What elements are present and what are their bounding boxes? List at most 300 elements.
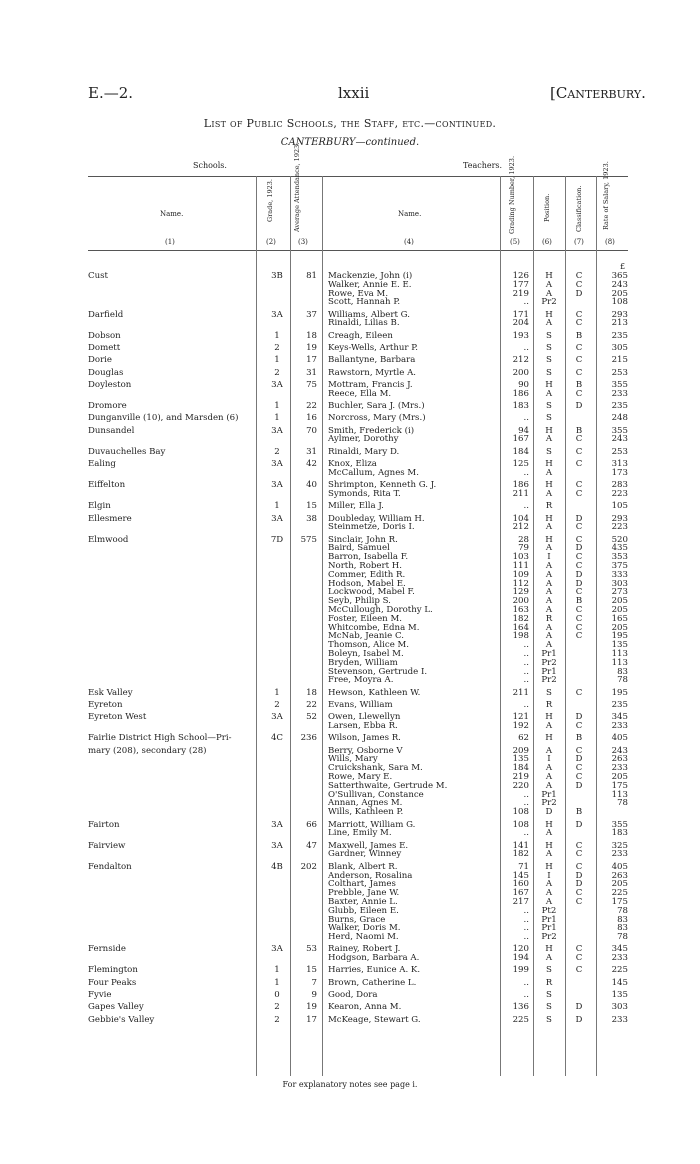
- cell-grade: 1: [274, 501, 280, 512]
- cell-name: Sinclair, John R.: [328, 534, 398, 545]
- cell-avg: 575: [300, 534, 317, 545]
- cell-grading: 79: [518, 543, 529, 554]
- cell-grade: 2: [274, 699, 280, 710]
- cell-position: A: [545, 288, 553, 299]
- cell-rate: 83: [617, 923, 628, 934]
- table-row: [0, 390, 700, 399]
- cell-grade: 2: [274, 1002, 280, 1013]
- cell-grading: 103: [512, 552, 529, 563]
- cell-position: S: [546, 1002, 552, 1013]
- cell-class: C: [575, 522, 583, 533]
- cell-class: C: [575, 388, 583, 399]
- cell-class: D: [575, 870, 583, 881]
- cell-name: Knox, Eliza: [328, 459, 377, 470]
- cell-rate: 233: [611, 1014, 628, 1025]
- cell-school: Ealing: [88, 459, 116, 470]
- cell-name: Larsen, Ebba R.: [328, 721, 398, 732]
- cell-grading: ..: [523, 905, 529, 916]
- cell-grading: 198: [512, 631, 529, 642]
- cell-name: Blank, Albert R.: [328, 861, 398, 872]
- table-row: [0, 298, 700, 307]
- cell-name: North, Robert H.: [328, 561, 403, 572]
- cell-avg: 38: [306, 513, 317, 524]
- cell-rate: 105: [611, 501, 628, 512]
- cell-name: Aylmer, Dorothy: [328, 434, 399, 445]
- cell-name: Owen, Llewellyn: [328, 712, 401, 723]
- cell-rate: 293: [611, 513, 628, 524]
- cell-name: Rowe, Mary E.: [328, 772, 393, 783]
- cell-rate: 135: [611, 990, 628, 1001]
- cell-avg: 202: [300, 861, 317, 872]
- cell-grade: 2: [274, 446, 280, 457]
- cell-rate: 273: [611, 587, 628, 598]
- col-header-grade: Grade, 1923.: [266, 179, 274, 222]
- cell-name: Whitcombe, Edna M.: [328, 622, 420, 633]
- cell-class: C: [575, 631, 583, 642]
- cell-name: Burns, Grace: [328, 914, 386, 925]
- cell-position: R: [545, 613, 553, 624]
- page-number: lxxii: [338, 84, 370, 102]
- cell-name: Hodgson, Barbara A.: [328, 953, 420, 964]
- cell-position: A: [545, 721, 553, 732]
- cell-class: C: [575, 745, 583, 756]
- cell-grade: 3A: [271, 712, 283, 723]
- cell-class: D: [575, 712, 583, 723]
- cell-rate: 333: [611, 569, 628, 580]
- cell-rate: 223: [611, 522, 628, 533]
- table-row: [0, 954, 700, 963]
- cell-position: Pr2: [541, 675, 557, 686]
- cell-grade: 3A: [271, 513, 283, 524]
- cell-name: Boleyn, Isabel M.: [328, 648, 404, 659]
- cell-position: Pr2: [541, 657, 557, 668]
- cell-name: Miller, Ella J.: [328, 501, 384, 512]
- cell-avg: 236: [300, 733, 317, 744]
- table-body: [0, 272, 700, 1024]
- col-num: (5): [510, 238, 520, 246]
- cell-rate: 233: [611, 849, 628, 860]
- cell-class: C: [575, 309, 583, 320]
- cell-grading: 28: [518, 534, 529, 545]
- cell-grading: ..: [523, 297, 529, 308]
- cell-grading: ..: [523, 657, 529, 668]
- cell-class: D: [575, 1002, 583, 1013]
- cell-position: Pr1: [541, 923, 557, 934]
- cell-class: D: [575, 401, 583, 412]
- cell-grading: 192: [512, 721, 529, 732]
- table-row: [0, 701, 700, 710]
- cell-school: Dromore: [88, 401, 127, 412]
- page-title: List of Public Schools, the Staff, etc.—continued.: [203, 117, 497, 130]
- table-row: [0, 808, 700, 817]
- currency-symbol: £: [620, 262, 626, 271]
- cell-name: Kearon, Anna M.: [328, 1002, 402, 1013]
- cell-rate: 83: [617, 666, 628, 677]
- cell-avg: 22: [306, 699, 317, 710]
- cell-avg: 42: [306, 459, 317, 470]
- cell-position: Pr1: [541, 789, 557, 800]
- cell-grading: 171: [512, 309, 529, 320]
- cell-school: Fendalton: [88, 861, 132, 872]
- cell-grading: 136: [512, 1002, 529, 1013]
- cell-class: C: [575, 605, 583, 615]
- cell-school: Dunganville (10), and Marsden (6): [88, 413, 239, 424]
- cell-position: S: [546, 355, 552, 366]
- cell-grading: ..: [523, 648, 529, 659]
- cell-rate: 175: [611, 896, 628, 907]
- cell-class: D: [575, 780, 583, 791]
- cell-class: C: [575, 367, 583, 378]
- cell-class: C: [575, 622, 583, 633]
- cell-position: H: [545, 480, 553, 491]
- cell-class: C: [575, 849, 583, 860]
- cell-name: Keys-Wells, Arthur P.: [328, 343, 419, 354]
- cell-class: B: [575, 330, 583, 341]
- cell-grading: ..: [523, 932, 529, 943]
- cell-name: Baird, Samuel: [328, 543, 390, 554]
- cell-grading: 108: [512, 819, 529, 830]
- cell-school: Flemington: [88, 965, 138, 976]
- cell-grade: 3A: [271, 840, 283, 851]
- cell-position: R: [545, 977, 553, 988]
- cell-name: Rinaldi, Mary D.: [328, 446, 400, 457]
- cell-grading: 200: [512, 367, 529, 378]
- col-num: (1): [165, 238, 175, 246]
- cell-class: D: [575, 879, 583, 890]
- cell-grading: ..: [523, 990, 529, 1001]
- footer-note: For explanatory notes see page i.: [282, 1080, 418, 1089]
- cell-name: Foster, Eileen M.: [328, 613, 402, 624]
- cell-school: Dobson: [88, 330, 121, 341]
- cell-class: C: [575, 446, 583, 457]
- cell-school: Eyreton West: [88, 712, 147, 723]
- cell-class: C: [575, 772, 583, 783]
- cell-name: Barron, Isabella F.: [328, 552, 409, 563]
- cell-class: C: [575, 953, 583, 964]
- cell-grading: 141: [512, 840, 529, 851]
- cell-rate: 305: [611, 343, 628, 354]
- table-row: [0, 991, 700, 1000]
- cell-school: Eyreton: [88, 699, 123, 710]
- cell-name: Rinaldi, Lilias B.: [328, 318, 400, 329]
- cell-grading: ..: [523, 699, 529, 710]
- cell-grading: 129: [512, 587, 529, 598]
- cell-rate: 353: [611, 552, 628, 563]
- cell-rate: 355: [611, 425, 628, 436]
- cell-name: Prebble, Jane W.: [328, 888, 400, 899]
- table-row: [0, 523, 700, 532]
- cell-name: Cruickshank, Sara M.: [328, 763, 423, 774]
- cell-rate: 223: [611, 488, 628, 499]
- cell-rate: 173: [611, 467, 628, 478]
- cell-position: H: [545, 944, 553, 955]
- cell-name: Rawstorn, Myrtle A.: [328, 367, 417, 378]
- cell-rate: 243: [611, 279, 628, 290]
- cell-avg: 19: [306, 1002, 317, 1013]
- cell-name: Walker, Doris M.: [328, 923, 401, 934]
- section-name: [Canterbury.: [550, 84, 646, 102]
- cell-grade: 3A: [271, 309, 283, 320]
- cell-grading: 104: [512, 513, 529, 524]
- cell-position: H: [545, 840, 553, 851]
- cell-avg: 52: [306, 712, 317, 723]
- cell-school: Duvauchelles Bay: [88, 446, 166, 457]
- col-num: (7): [574, 238, 584, 246]
- cell-rate: 243: [611, 745, 628, 756]
- cell-grading: 112: [512, 578, 529, 589]
- cell-grading: 71: [518, 861, 529, 872]
- cell-position: A: [545, 596, 553, 607]
- cell-class: D: [575, 819, 583, 830]
- cell-rate: 113: [611, 648, 628, 659]
- cell-avg: 47: [306, 840, 317, 851]
- table-row: [0, 435, 700, 444]
- cell-school: Douglas: [88, 367, 124, 378]
- cell-grade: 3B: [271, 271, 283, 281]
- cell-class: B: [575, 425, 583, 436]
- cell-class: C: [575, 763, 583, 774]
- cell-rate: 405: [611, 861, 628, 872]
- cell-position: S: [546, 367, 552, 378]
- cell-grade: 3A: [271, 379, 283, 390]
- cell-grade: 2: [274, 343, 280, 354]
- cell-name: Mottram, Francis J.: [328, 379, 413, 390]
- cell-rate: 145: [611, 977, 628, 988]
- cell-rate: 263: [611, 870, 628, 881]
- cell-grade: 3A: [271, 480, 283, 491]
- col-header-teacher-name: Name.: [398, 210, 422, 218]
- cell-avg: 15: [306, 501, 317, 512]
- cell-avg: 40: [306, 480, 317, 491]
- cell-avg: 31: [306, 446, 317, 457]
- cell-grading: 184: [512, 446, 529, 457]
- table-row: [0, 689, 700, 698]
- table-row: [0, 369, 700, 378]
- cell-rate: 253: [611, 367, 628, 378]
- cell-grading: 167: [512, 434, 529, 445]
- cell-name: Glubb, Eileen E.: [328, 905, 399, 916]
- cell-position: H: [545, 425, 553, 436]
- cell-name: Satterthwaite, Gertrude M.: [328, 780, 448, 791]
- cell-name: Norcross, Mary (Mrs.): [328, 413, 426, 424]
- cell-position: A: [545, 772, 553, 783]
- cell-name: Thomson, Alice M.: [328, 640, 410, 651]
- cell-position: H: [545, 271, 553, 281]
- cell-rate: 263: [611, 754, 628, 765]
- cell-avg: 19: [306, 343, 317, 354]
- cell-name: Smith, Frederick (i): [328, 425, 415, 436]
- col-header-avg: Average Attendance, 1923.: [293, 142, 301, 232]
- cell-rate: 215: [611, 355, 628, 366]
- table-row: [0, 1003, 700, 1012]
- table-row: [0, 734, 700, 743]
- cell-position: Pr1: [541, 648, 557, 659]
- cell-school: Fernside: [88, 944, 126, 955]
- cell-name: Ballantyne, Barbara: [328, 355, 416, 366]
- cell-rate: 435: [611, 543, 628, 554]
- table-row: [0, 676, 700, 685]
- cell-class: D: [575, 1014, 583, 1025]
- cell-rate: 375: [611, 561, 628, 572]
- col-num: (6): [542, 238, 552, 246]
- cell-class: C: [575, 534, 583, 545]
- table-header-rule: [88, 250, 628, 251]
- cell-position: A: [545, 587, 553, 598]
- cell-grading: 160: [512, 879, 529, 890]
- cell-name: Shrimpton, Kenneth G. J.: [328, 480, 437, 491]
- table-row: [0, 448, 700, 457]
- cell-grading: 90: [518, 379, 529, 390]
- cell-school: Gebbie's Valley: [88, 1014, 155, 1025]
- cell-avg: 66: [306, 819, 317, 830]
- cell-rate: 205: [611, 605, 628, 615]
- cell-name: Doubleday, William H.: [328, 513, 425, 524]
- cell-name: Stevenson, Gertrude I.: [328, 666, 428, 677]
- cell-rate: 175: [611, 780, 628, 791]
- cell-position: A: [545, 279, 553, 290]
- cell-position: A: [545, 763, 553, 774]
- cell-rate: 365: [611, 271, 628, 281]
- cell-position: A: [545, 569, 553, 580]
- cell-position: S: [546, 687, 552, 698]
- cell-grading: 194: [512, 953, 529, 964]
- cell-position: A: [545, 896, 553, 907]
- cell-position: I: [547, 870, 551, 881]
- cell-position: H: [545, 733, 553, 744]
- cell-class: C: [575, 888, 583, 899]
- cell-position: H: [545, 309, 553, 320]
- cell-school: Fairlie District High School—Pri-: [88, 733, 232, 744]
- cell-class: B: [575, 596, 583, 607]
- cell-grade: 1: [274, 355, 280, 366]
- cell-rate: 313: [611, 459, 628, 470]
- cell-rate: 205: [611, 622, 628, 633]
- cell-name: McKeage, Stewart G.: [328, 1014, 421, 1025]
- cell-name: Seyb, Philip S.: [328, 596, 391, 607]
- cell-class: C: [575, 965, 583, 976]
- cell-rate: 225: [611, 965, 628, 976]
- cell-rate: 78: [617, 932, 628, 943]
- cell-name: Berry, Osborne V: [328, 745, 403, 756]
- cell-school: Cust: [88, 271, 108, 281]
- cell-grade: 3A: [271, 944, 283, 955]
- cell-grading: 182: [512, 613, 529, 624]
- cell-rate: 345: [611, 712, 628, 723]
- cell-position: A: [545, 388, 553, 399]
- cell-class: C: [575, 459, 583, 470]
- cell-position: S: [546, 413, 552, 424]
- cell-rate: 165: [611, 613, 628, 624]
- cell-position: R: [545, 699, 553, 710]
- cell-school: Fyvie: [88, 990, 112, 1001]
- cell-position: A: [545, 522, 553, 533]
- cell-class: C: [575, 896, 583, 907]
- cell-rate: 325: [611, 840, 628, 851]
- cell-grade: 3A: [271, 819, 283, 830]
- cell-grade: 1: [274, 413, 280, 424]
- cell-position: H: [545, 819, 553, 830]
- cell-grading: 167: [512, 888, 529, 899]
- cell-position: R: [545, 501, 553, 512]
- cell-grading: 186: [512, 480, 529, 491]
- cell-name: Wilson, James R.: [328, 733, 401, 744]
- table-row: [0, 332, 700, 341]
- cell-avg: 17: [306, 355, 317, 366]
- cell-grading: ..: [523, 413, 529, 424]
- cell-grading: ..: [523, 914, 529, 925]
- cell-name: Rowe, Eva M.: [328, 288, 389, 299]
- cell-rate: 108: [611, 297, 628, 308]
- cell-rate: 235: [611, 401, 628, 412]
- cell-school: Dorie: [88, 355, 113, 366]
- cell-grading: 111: [512, 561, 529, 572]
- cell-class: C: [575, 343, 583, 354]
- cell-grade: 3A: [271, 459, 283, 470]
- table-row: [0, 490, 700, 499]
- cell-grading: ..: [523, 675, 529, 686]
- cell-grade: 2: [274, 367, 280, 378]
- cell-name: Line, Emily M.: [328, 828, 392, 839]
- group-teachers: Teachers.: [463, 161, 503, 170]
- cell-rate: 225: [611, 888, 628, 899]
- cell-class: C: [575, 861, 583, 872]
- col-num: (3): [298, 238, 308, 246]
- cell-class: C: [575, 840, 583, 851]
- cell-grading: 199: [512, 965, 529, 976]
- table-row: [0, 933, 700, 942]
- cell-rate: 83: [617, 914, 628, 925]
- cell-position: S: [546, 990, 552, 1001]
- cell-grading: 211: [512, 488, 529, 499]
- cell-grading: 219: [512, 288, 529, 299]
- cell-grade: 4B: [271, 861, 283, 872]
- cell-rate: 78: [617, 905, 628, 916]
- cell-rate: 205: [611, 288, 628, 299]
- cell-name: Harries, Eunice A. K.: [328, 965, 421, 976]
- cell-name: Rainey, Robert J.: [328, 944, 401, 955]
- cell-grade: 7D: [270, 534, 284, 545]
- cell-school: Doyleston: [88, 379, 132, 390]
- table-row: [0, 966, 700, 975]
- cell-class: C: [575, 687, 583, 698]
- cell-grading: ..: [523, 640, 529, 651]
- cell-avg: 31: [306, 367, 317, 378]
- cell-school: Elmwood: [88, 534, 129, 545]
- cell-class: C: [575, 587, 583, 598]
- cell-class: D: [575, 578, 583, 589]
- cell-rate: 205: [611, 596, 628, 607]
- cell-class: C: [575, 434, 583, 445]
- cell-class: D: [575, 543, 583, 554]
- cell-school: Elgin: [88, 501, 111, 512]
- cell-school: Fairview: [88, 840, 126, 851]
- cell-position: A: [545, 631, 553, 642]
- cell-name: Commer, Edith R.: [328, 569, 406, 580]
- cell-grading: ..: [523, 789, 529, 800]
- cell-class: C: [575, 561, 583, 572]
- cell-avg: 18: [306, 687, 317, 698]
- cell-position: S: [546, 446, 552, 457]
- cell-grading: 183: [512, 401, 529, 412]
- cell-avg: 70: [306, 425, 317, 436]
- cell-grade: 1: [274, 687, 280, 698]
- col-num: (2): [266, 238, 276, 246]
- cell-name: Wills, Mary: [328, 754, 378, 765]
- cell-grade: 4C: [270, 733, 284, 744]
- cell-grading: ..: [523, 467, 529, 478]
- cell-grade: 1: [274, 965, 280, 976]
- cell-grade: 3A: [271, 425, 283, 436]
